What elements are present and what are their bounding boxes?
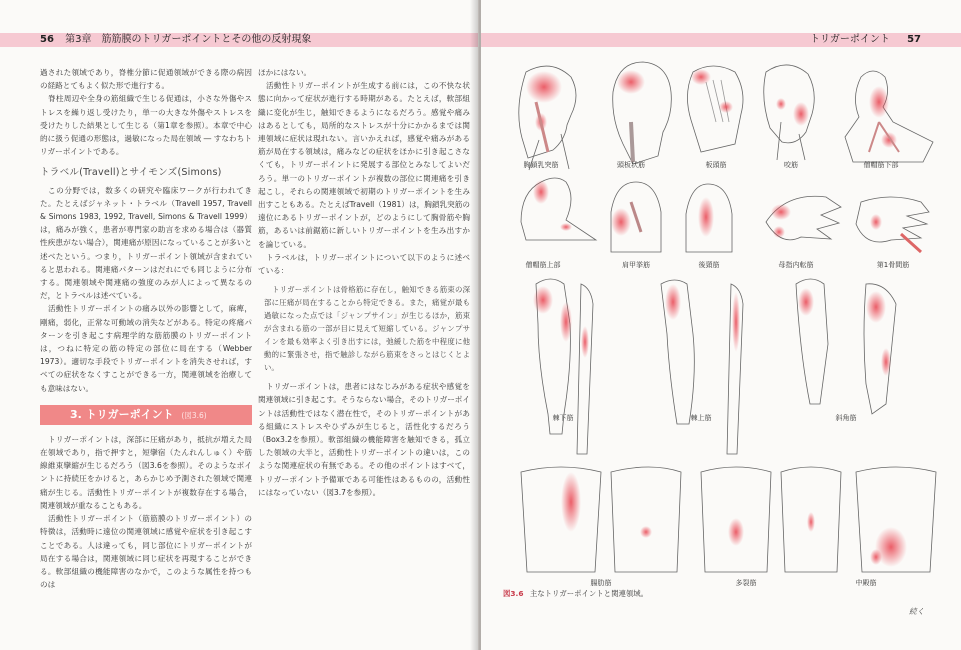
left-page-number: 56 bbox=[40, 34, 54, 45]
trigger-point-figure bbox=[481, 52, 961, 612]
section-number: 3. bbox=[70, 407, 82, 421]
arm-scalene-illustration bbox=[796, 279, 896, 414]
neck-upper-trapezius-illustration bbox=[521, 178, 596, 240]
section-figure-ref: (図3.6) bbox=[181, 410, 207, 420]
figure-label: 棘下筋 bbox=[552, 414, 574, 422]
paragraph: トリガーポイントは，患者にはなじみがある症状や感覚を関連領域に引き起こす。そうならない場合，そのトリガーポイントは活動性ではなく潜在性で，そのトリガーポイントがある組織にストレスやひずみが生じると，活性化するだろう（Box3.2を参照）。軟部組織の機能障害を触知できる，孤立した領域の大半と，活動性トリガーポイントの違いは，このような関連症状の有無である。その他のポイントはすべて，トリガーポイント予備軍である可能性はあるものの，活動性にはなっていない（図3.7を参照）。 bbox=[258, 382, 470, 497]
figure-label: 母指内転筋 bbox=[778, 261, 814, 269]
head-masseter-illustration bbox=[764, 65, 815, 160]
paragraph: トリガーポイントは，深部に圧痛があり，抵抗が増えた局在領域であり，指で押すと，短攣宿（たんれんしゅく）や筋線維束攣縮が生じるだろう（図3.6を参照）。そのようなポイントに持続圧をかけると，あらかじめ予測された領域で関連痛が生じる。活動性トリガーポイントが複数存在する場合，関連領域が重なることもある。 bbox=[40, 434, 252, 510]
chapter-title: 第3章 筋筋膜のトリガーポイントとその他の反射現象 bbox=[65, 34, 312, 45]
paragraph: 活動性トリガーポイント（筋筋膜のトリガーポイント）の特徴は，活動時に遠位の関連領域に感覚や症状を引き起こすことである。人は違っても，同じ部位にトリガーポイントが局在する場合は，関連領域に同じ症状を再現することができる。軟部組織の機能障害のなかで，このような属性を持つものは bbox=[40, 514, 252, 590]
paragraph: ほかにはない。 bbox=[258, 68, 312, 77]
continued-marker: 続く bbox=[909, 607, 925, 616]
back-lower-trapezius-illustration bbox=[845, 71, 933, 162]
figure-label: 板頭筋 bbox=[705, 161, 727, 169]
caption-number: 図3.6 bbox=[503, 589, 524, 598]
left-page bbox=[0, 0, 478, 650]
right-running-header bbox=[481, 33, 961, 47]
subheading-travell-simons: トラベル(Travell)とサイモンズ(Simons) bbox=[40, 167, 222, 179]
paragraph: 過された領域であり，脊椎分節に促通領域ができる際の病因の経路とてもよく似た形で進行する。 bbox=[40, 68, 252, 91]
caption-text: 主なトリガーポイントと関連領域。 bbox=[529, 589, 649, 598]
paragraph: 脊柱周辺や全身の筋組織で生じる促通は，小さな外傷やストレスを繰り返し受けたり，単一の大きな外傷やストレスを受けたりした結果として生じる（第1章を参照）。本章で中心的に扱う促通の形態は，過敏になった局在領域 ― すなわちトリガーポイントである。 bbox=[40, 94, 252, 157]
torso-gluteus-medius-illustration bbox=[856, 467, 936, 572]
figure-label: 胸鎖乳突筋 bbox=[523, 161, 559, 169]
figure-label: 斜角筋 bbox=[835, 414, 857, 422]
paragraph: 活動性トリガーポイントの痛み以外の影響として，麻痺，剛痛，弱化，正常な可動域の消失などがある。特定の疼痛パターンを引き起こす病理学的な筋筋膜のトリガーポイントは，つねに特定の筋の特定の部位に局在する（Webber 1973）。適切な手段でトリガーポイントを消失させれば，すべての症状をなくすことができる一方，関連領域を治療しても意味はない。 bbox=[40, 304, 252, 393]
figure-label: 僧帽筋下部 bbox=[863, 161, 899, 169]
left-column-2 bbox=[258, 66, 470, 499]
paragraph: この分野では，数多くの研究や臨床ワークが行われてきた。たとえばジャネット・トラベル（Travell 1957, Travell & Simons 1983, 1992, Travell, Simons & Travell 1999）は，痛みが強く，患者が専門家の助言を求める場合は（器質性疾患がない場合），関連痛が原因になっていることが多いと述べたという。つまり，トリガーポイント領域が含まれていると思われる。関連痛パターンはだれにでも同じように分布する。関連領域や関連痛の強度のみが人によって異なるのだ，とトラベルは述べている。 bbox=[40, 185, 252, 301]
figure-label: 第1骨間筋 bbox=[876, 261, 910, 269]
arm-infraspinatus-illustration bbox=[533, 279, 593, 454]
figure-label: 肩甲挙筋 bbox=[622, 261, 650, 269]
left-column-1 bbox=[40, 66, 252, 591]
figure-label: 中殿筋 bbox=[855, 579, 877, 587]
hand-first-interosseous-illustration bbox=[856, 197, 929, 252]
block-quote bbox=[264, 283, 470, 374]
paragraph: 活動性トリガーポイントが生成する前には，この不快な状態に向かって症状が進行する時期がある。たとえば，軟部組織に変化が生じ，触知できるようになるだろう。感覚や痛みはあるとしても，局所的なストレスが十分にかかるまでは関連領域に症状は現れない。言いかえれば，感覚や痛みがある筋が局在する領域は，痛みなどの症状をほかに引き起こさなくても，トリガーポイントに発展する部位とみなしてよいだろう。単一のトリガーポイントが複数の部位に関連痛を引き起こし，それらの関連領域で初期のトリガーポイントを生み出すこともある。たとえばTravell（1981）は，胸鎖乳突筋の遠位にあるトリガーポイントが，どのようにして胸骨筋や胸筋，あるいは前鋸筋に新しいトリガーポイントを生み出すかを論じている。 bbox=[258, 81, 470, 249]
head-splenius-illustration bbox=[613, 62, 672, 164]
neck-levator-scapulae-illustration bbox=[611, 182, 661, 252]
torso-iliocostalis-illustration bbox=[521, 467, 681, 572]
head-scm-illustration bbox=[519, 66, 576, 170]
section-title: トリガーポイント bbox=[85, 407, 174, 421]
right-page-number: 57 bbox=[907, 34, 921, 45]
paragraph: トラベルは，トリガーポイントについて以下のように述べている： bbox=[258, 252, 470, 276]
figure-label: 腸肋筋 bbox=[590, 579, 612, 587]
section-heading-trigger-point bbox=[40, 405, 252, 425]
quote-text: トリガーポイントは骨格筋に存在し，触知できる筋束の深部に圧痛が局在することから特定できる。また，痛覚が最も過敏になった点では「ジャンプサイン」が生じるほか，筋束が含まれる筋の一部が目に見えて短縮している。ジャンプサインを最も効率よく引き出すには，弛緩した筋を中程度に他動的に緊張させ，指で触診しながら筋束をさっとはじくとよい。 bbox=[264, 285, 470, 373]
figure-label: 棘上筋 bbox=[690, 414, 712, 422]
figure-label: 咬筋 bbox=[784, 161, 798, 169]
figure-caption bbox=[503, 588, 648, 599]
figure-label: 頭板状筋 bbox=[617, 161, 645, 169]
figure-label: 僧帽筋上部 bbox=[525, 261, 561, 269]
figure-label: 多裂筋 bbox=[735, 579, 757, 587]
arm-supraspinatus-illustration bbox=[661, 280, 743, 454]
running-title: トリガーポイント bbox=[809, 34, 890, 45]
figure-label: 後頸筋 bbox=[698, 261, 720, 269]
torso-multifidus-illustration bbox=[701, 467, 841, 572]
left-running-header bbox=[0, 33, 478, 47]
right-page bbox=[481, 0, 961, 650]
neck-posterior-cervical-illustration bbox=[686, 184, 732, 252]
hand-adductor-pollicis-illustration bbox=[766, 196, 841, 240]
head-semispinalis-illustration bbox=[687, 66, 743, 152]
